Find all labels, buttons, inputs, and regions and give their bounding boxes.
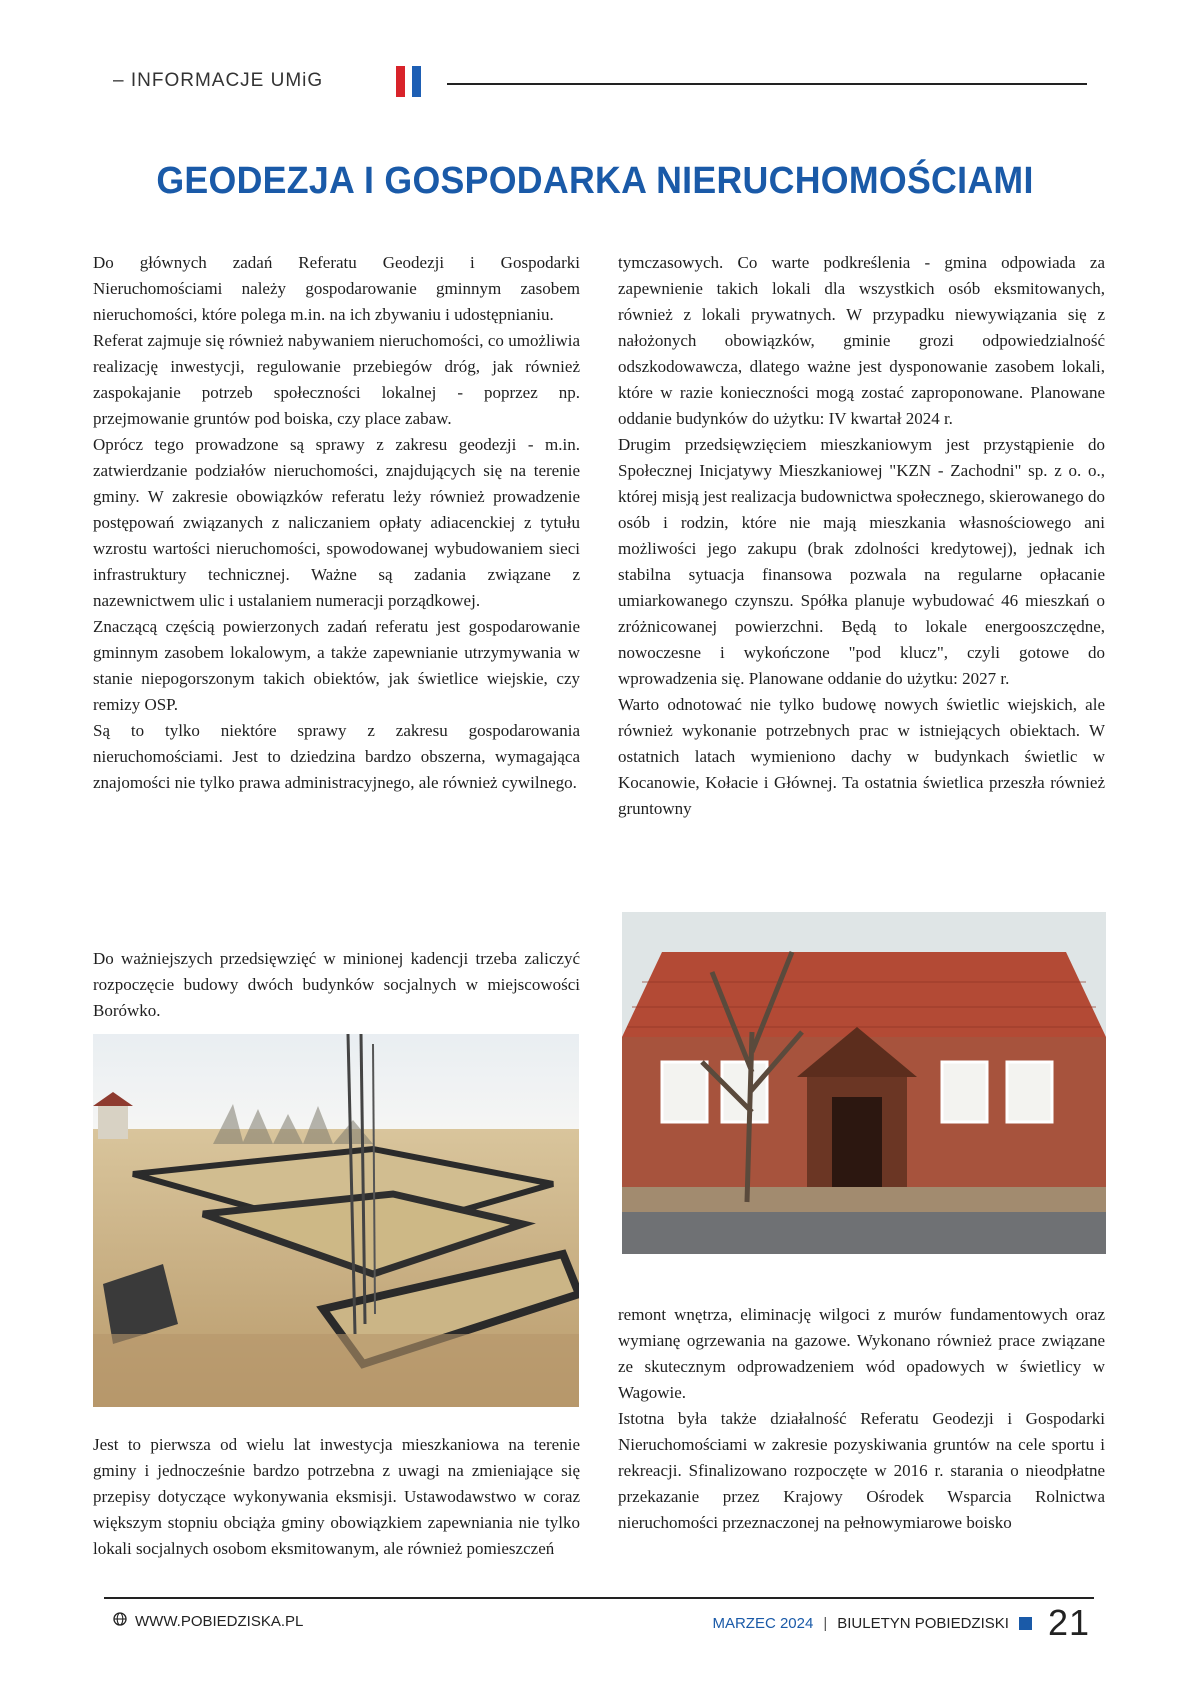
- footer-publication: [712, 1602, 1090, 1644]
- paragraph: tymczasowych. Co warte podkreślenia - gmina odpowiada za zapewnienie takich lokali dla wszystkich osób eksmitowanych, również z lokali prywatnych. W przypadku niewywiązania się z nałożonych obowiązków, gminie grozi odpowiedzialność odszkodowawcza, dlatego ważne jest dysponowanie zasobem lokali, które w razie konieczności mogą zostać zaproponowane. Planowane oddanie budynków do użytku: IV kwartał 2024 r.: [618, 253, 1105, 428]
- page-number: 21: [1047, 1602, 1090, 1643]
- column-left-bottom: [93, 1432, 580, 1562]
- article-title: GEODEZJA I GOSPODARKA NIERUCHOMOŚCIAMI: [156, 160, 1034, 202]
- header-rule: [447, 83, 1087, 85]
- paragraph: Znaczącą częścią powierzonych zadań referatu jest gospodarowanie gminnym zasobem lokalowym, a także zapewnianie utrzymywania w stanie niepogorszonym takich obiektów, jak świetlice wiejskie, czy remizy OSP.: [93, 617, 580, 714]
- footer-rule: [104, 1597, 1094, 1599]
- paragraph: Jest to pierwsza od wielu lat inwestycja mieszkaniowa na terenie gminy i jednocześnie bardzo potrzebna z uwagi na zmieniające się przepisy dotyczące wykonywania eksmisji. Ustawodawstwo w coraz większym stopniu obciąża gminy obowiązkiem zapewniania nie tylko lokali socjalnych osobom eksmitowanym, ale również pomieszczeń: [93, 1435, 580, 1558]
- paragraph: remont wnętrza, eliminację wilgoci z murów fundamentowych oraz wymianę ogrzewania na gazowe. Wykonano również prace związane ze skutecznym odprowadzeniem wód opadowych w świetlicy w Wagowie.: [618, 1305, 1105, 1402]
- footer-website[interactable]: [113, 1612, 303, 1630]
- construction-site-photo: [93, 1034, 579, 1407]
- column-left-top: [93, 250, 580, 796]
- globe-icon: [113, 1612, 127, 1630]
- paragraph: Warto odnotować nie tylko budowę nowych świetlic wiejskich, ale również wykonanie potrzebnych prac w istniejących obiektach. W ostatnich latach wymieniono dachy w budynkach świetlic w Kocanowie, Kołacie i Głównej. Ta ostatnia świetlica przeszła również gruntowny: [618, 695, 1105, 818]
- paragraph: Oprócz tego prowadzone są sprawy z zakresu geodezji - m.in. zatwierdzanie podziałów nieruchomości, znajdujących się na terenie gminy. W zakresie obowiązków referatu leży również prowadzenie postępowań związanych z naliczaniem opłaty adiacenckiej z tytułu wzrostu wartości nieruchomości, spowodowanej wybudowaniem sieci infrastruktury technicznej. Ważne są zadania związane z nazewnictwem ulic i ustalaniem numeracji porządkowej.: [93, 435, 580, 610]
- paragraph: Referat zajmuje się również nabywaniem nieruchomości, co umożliwia realizację inwestycji, regulowanie przebiegów dróg, jak również zaspokajanie potrzeb społeczności lokalnej - poprzez np. przejmowanie gruntów pod boiska, czy place zabaw.: [93, 331, 580, 428]
- section-label: – INFORMACJE UMiG: [113, 70, 324, 91]
- accent-square: [1019, 1617, 1032, 1630]
- issue-date: MARZEC 2024: [712, 1614, 814, 1632]
- website-link[interactable]: WWW.POBIEDZISKA.PL: [135, 1612, 304, 1630]
- paragraph: Są to tylko niektóre sprawy z zakresu gospodarowania nieruchomościami. Jest to dziedzina bardzo obszerna, wymagająca znajomości nie tylko prawa administracyjnego, ale również cywilnego.: [93, 721, 580, 792]
- column-right-bottom: [618, 1302, 1105, 1536]
- paragraph: Do ważniejszych przedsięwzięć w minionej kadencji trzeba zaliczyć rozpoczęcie budowy dwóch budynków socjalnych w miejscowości Borówko.: [93, 949, 580, 1020]
- footer-separator: |: [823, 1614, 828, 1632]
- flag-blue-bar: [412, 66, 421, 97]
- paragraph: Drugim przedsięwzięciem mieszkaniowym jest przystąpienie do Społecznej Inicjatywy Mieszkaniowej "KZN - Zachodni" sp. z o. o., której misją jest realizacja budownictwa społecznego, skierowanego do osób i rodzin, które nie mają mieszkania własnościowego ani możliwości jego zakupu (brak zdolności kredytowej), jednak ich stabilna sytuacja finansowa pozwala na regularne opłacanie umiarkowanego czynszu. Spółka planuje wybudować 46 mieszkań o zróżnicowanej powierzchni. Będą to lokale energooszczędne, nowoczesne i wykończone "pod klucz", czyli gotowe do wprowadzenia się. Planowane oddanie do użytku: 2027 r.: [618, 435, 1105, 688]
- community-hall-photo: [622, 912, 1106, 1254]
- column-left-mid: [93, 946, 580, 1024]
- column-right-top: [618, 250, 1105, 822]
- publication-name: BIULETYN POBIEDZISKI: [837, 1614, 1009, 1632]
- flag-red-bar: [396, 66, 405, 97]
- paragraph: Istotna była także działalność Referatu Geodezji i Gospodarki Nieruchomościami w zakresie pozyskiwania gruntów na cele sportu i rekreacji. Sfinalizowano rozpoczęte w 2016 r. starania o nieodpłatne przekazanie przez Krajowy Ośrodek Wsparcia Rolnictwa nieruchomości przeznaczonej na pełnowymiarowe boisko: [618, 1409, 1105, 1532]
- paragraph: Do głównych zadań Referatu Geodezji i Gospodarki Nieruchomościami należy gospodarowanie gminnym zasobem nieruchomości, które polega m.in. na ich zbywaniu i udostępnianiu.: [93, 253, 580, 324]
